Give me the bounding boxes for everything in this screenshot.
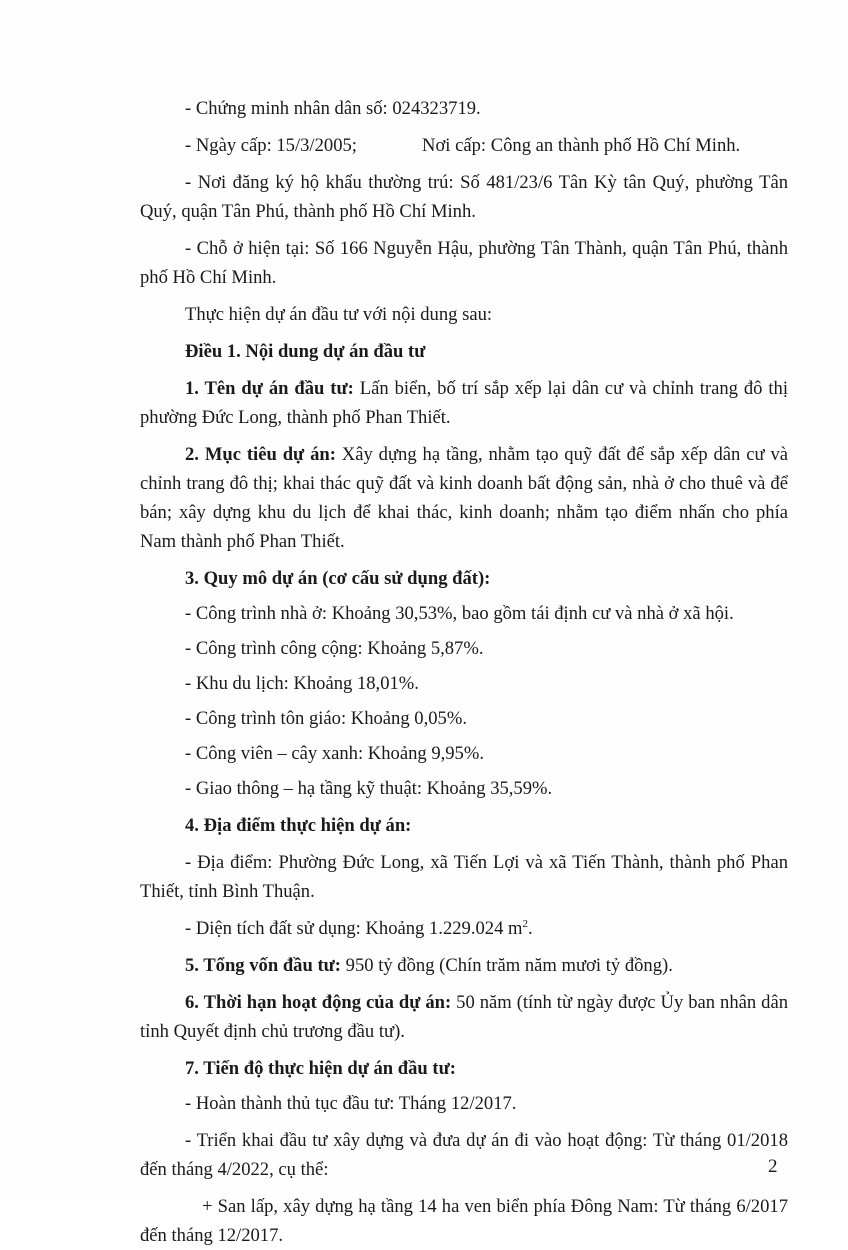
issue-date-line: - Ngày cấp: 15/3/2005; Nơi cấp: Công an thành phố Hồ Chí Minh. [185,135,741,156]
land-area-text: - Diện tích đất sử dụng: Khoảng 1.229.024 m [185,918,523,939]
schedule-construction-line: - Triển khai đầu tư xây dựng và đưa dự án đi vào hoạt động: Từ tháng 01/2018 đến tháng 4/2022, cụ thể: [140,1130,788,1180]
article-1-heading: Điều 1. Nội dung dự án đầu tư [185,341,426,362]
schedule-leveling-line: + San lấp, xây dựng hạ tầng 14 ha ven biển phía Đông Nam: Từ tháng 6/2017 đến tháng 12/2017. [140,1196,788,1246]
schedule-heading: 7. Tiến độ thực hiện dự án đầu tư: [185,1058,456,1079]
project-name-text: Lấn biển, bố trí sắp xếp lại dân cư và chỉnh trang đô thị phường Đức Long, thành phố Phan Thiết. [140,378,788,428]
land-area-line [140,914,788,943]
project-scale-heading [140,564,788,593]
project-goal-label: 2. Mục tiêu dự án: [185,444,336,465]
intro-line: Thực hiện dự án đầu tư với nội dung sau: [185,304,493,325]
investment-capital-paragraph [140,951,788,980]
duration-paragraph [140,988,788,1046]
investment-capital-text: 950 tỷ đồng (Chín trăm năm mươi tỷ đồng). [341,955,673,976]
project-goal-text: Xây dựng hạ tầng, nhằm tạo quỹ đất để sắp xếp dân cư và chỉnh trang đô thị; khai thác quỹ đất và kinh doanh bất động sản, nhà ở cho thuê và để bán; xây dựng khu du lịch để khai thác, kinh doanh; nhằm tạo điểm nhấn cho phía Nam thành phố Phan Thiết. [140,444,789,552]
land-use-public: - Công trình công cộng: Khoảng 5,87%. [185,638,484,659]
duration-label: 6. Thời hạn hoạt động của dự án: [185,992,452,1013]
project-name-paragraph [140,374,788,432]
id-card-line: - Chứng minh nhân dân số: 024323719. [185,98,481,119]
project-goal-paragraph [140,440,788,556]
land-use-park: - Công viên – cây xanh: Khoảng 9,95%. [185,743,484,764]
land-use-tourism: - Khu du lịch: Khoảng 18,01%. [185,673,419,694]
document-body [140,94,788,1250]
project-scale-text: (cơ cấu sử dụng đất): [317,568,491,589]
location-heading: 4. Địa điểm thực hiện dự án: [185,815,412,836]
project-name-label: 1. Tên dự án đầu tư: [185,378,354,399]
investment-capital-label: 5. Tổng vốn đầu tư: [185,955,341,976]
land-use-traffic: - Giao thông – hạ tầng kỹ thuật: Khoảng 35,59%. [185,778,553,799]
duration-text: 50 năm (tính từ ngày được Ủy ban nhân dân tỉnh Quyết định chủ trương đầu tư). [140,992,788,1042]
project-scale-label: 3. Quy mô dự án [185,568,318,589]
land-use-religion: - Công trình tôn giáo: Khoảng 0,05%. [185,708,467,729]
current-address-line: - Chỗ ở hiện tại: Số 166 Nguyễn Hậu, phường Tân Thành, quận Tân Phú, thành phố Hồ Chí Minh. [140,238,788,288]
schedule-procedure-line: - Hoàn thành thủ tục đầu tư: Tháng 12/2017. [185,1093,517,1114]
location-line: - Địa điểm: Phường Đức Long, xã Tiến Lợi và xã Tiến Thành, thành phố Phan Thiết, tỉnh Bình Thuận. [140,852,788,902]
page-number: 2 [768,1156,778,1177]
land-area-tail: . [528,918,533,939]
permanent-address-line: - Nơi đăng ký hộ khẩu thường trú: Số 481/23/6 Tân Kỳ tân Quý, phường Tân Quý, quận Tân Phú, thành phố Hồ Chí Minh. [140,172,788,222]
land-use-housing: - Công trình nhà ở: Khoảng 30,53%, bao gồm tái định cư và nhà ở xã hội. [185,603,734,624]
land-area-superscript: 2 [522,917,528,930]
